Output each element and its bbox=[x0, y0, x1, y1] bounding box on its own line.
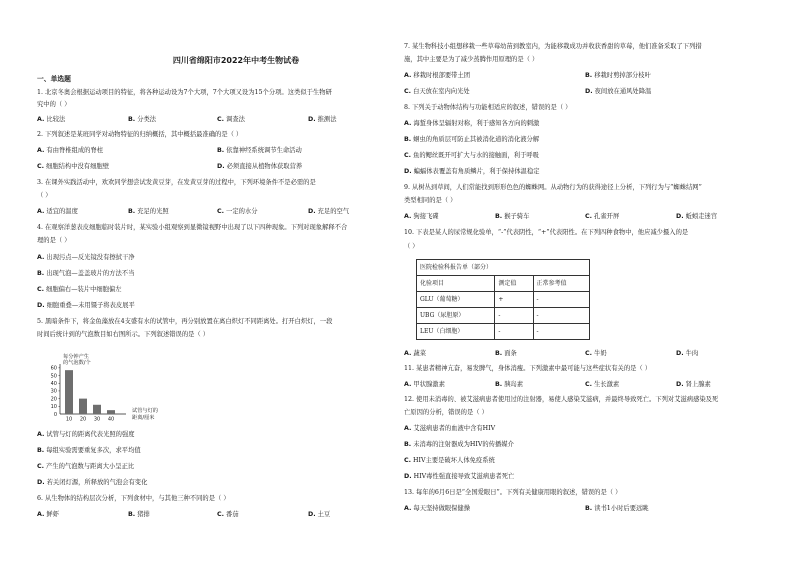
table-cell: - bbox=[533, 292, 589, 308]
q11-option-a[interactable]: A. 甲状腺激素 bbox=[404, 381, 445, 388]
section-heading: 一、单选题 bbox=[37, 75, 71, 83]
q5-option-c[interactable]: C. 产生的气泡数与距离大小呈正比 bbox=[37, 463, 135, 470]
q12-option-d[interactable]: D. HIV毒性强直接导致艾滋病患者死亡 bbox=[404, 473, 515, 480]
q1-stem-line-1: 1. 北京冬奥会根据运动项目的特征，将各种运动设为7个大项，7个大项又设为15个分项。这类似于生物研 bbox=[37, 89, 332, 96]
q5-option-b[interactable]: B. 每组实验需要重复多次，求平均值 bbox=[37, 447, 141, 454]
bubble-count-bar-chart bbox=[34, 352, 174, 424]
chart-ylabel-line-1: 每分钟产生 bbox=[63, 354, 89, 360]
q11-stem-line-1: 11. 某患者精神亢奋，易发脾气，身体消瘦。下列激素中最可能与这些症状有关的是（ ） bbox=[404, 365, 652, 372]
chart-y-tick-label: 20 bbox=[50, 396, 57, 403]
q8-option-a[interactable]: A. 海蜇身体呈辐射对称，利于感知各方向的刺激 bbox=[404, 120, 540, 127]
table-header-row bbox=[417, 276, 590, 292]
q2-option-a[interactable]: A. 有由脊椎组成的脊柱 bbox=[37, 147, 104, 154]
q6-option-d[interactable]: D. 土豆 bbox=[308, 511, 331, 518]
q12-option-c[interactable]: C. HIV主要是破坏人体免疫系统 bbox=[404, 457, 495, 464]
chart-y-tick-label: 10 bbox=[50, 404, 57, 411]
q6-option-b[interactable]: B. 猪排 bbox=[128, 511, 150, 518]
q5-option-a[interactable]: A. 试管与灯的距离代表光照的强度 bbox=[37, 431, 135, 438]
table-header-cell: 测定值 bbox=[495, 276, 533, 292]
q3-option-a[interactable]: A. 适宜的温度 bbox=[37, 208, 78, 215]
q9-stem-line-2: 类型相同的是（ ） bbox=[404, 197, 457, 204]
chart-y-tick-label: 0 bbox=[53, 411, 57, 418]
q12-option-b[interactable]: B. 未消毒的注射器成为HIV的传播媒介 bbox=[404, 441, 514, 448]
q4-option-c[interactable]: C. 细胞偏右—装片中细胞偏左 bbox=[37, 286, 122, 293]
chart-y-tick-label: 40 bbox=[50, 381, 57, 388]
q7-option-d[interactable]: D. 夜间放在通风处降温 bbox=[585, 88, 652, 95]
q9-option-a[interactable]: A. 狗接飞碟 bbox=[404, 213, 439, 220]
q10-option-b[interactable]: B. 面条 bbox=[495, 350, 517, 357]
q3-option-b[interactable]: B. 充足的光照 bbox=[128, 208, 169, 215]
table-header-cell: 正常参考值 bbox=[533, 276, 589, 292]
chart-x-tick-label: 30 bbox=[93, 416, 101, 423]
q10-stem-line-1: 10. 下表是某人的尿常规化验单，“-”代表阴性，“+”代表阳性。在下列四种食物中，他应减少摄入的是 bbox=[404, 229, 689, 236]
table-row bbox=[417, 308, 590, 324]
q8-option-d[interactable]: D. 蝙蝠体表覆盖有角质鳞片，利于保持体温稳定 bbox=[404, 168, 540, 175]
q10-option-c[interactable]: C. 牛奶 bbox=[585, 350, 607, 357]
table-cell: - bbox=[495, 324, 533, 340]
q10-stem-line-2: （ ） bbox=[404, 243, 419, 250]
q4-stem-line-2: 理的是（ ） bbox=[37, 237, 71, 244]
table-caption: 医院检验科报告单（部分） bbox=[417, 260, 590, 276]
q12-option-a[interactable]: A. 艾滋病患者的血液中含有HIV bbox=[404, 425, 496, 432]
table-cell: - bbox=[533, 324, 589, 340]
q5-stem-line-2: 时间后统计到的气泡数目如右图所示。下列叙述错误的是（ ） bbox=[37, 331, 210, 338]
chart-xlabel-line-2: 距离/厘米 bbox=[132, 415, 155, 421]
table-row bbox=[417, 292, 590, 308]
table-cell: + bbox=[495, 292, 533, 308]
chart-x-tick-label: 20 bbox=[79, 416, 87, 423]
q1-option-c[interactable]: C. 调查法 bbox=[217, 116, 245, 123]
q6-option-c[interactable]: C. 番茄 bbox=[217, 511, 239, 518]
q7-option-c[interactable]: C. 白天放在室内向光处 bbox=[404, 88, 470, 95]
q5-stem-line-1: 5. 黑暗条件下，将金鱼藻放在4支盛有水的试管中，再分别放置在离白炽灯不同距离处。打开白炽灯，一段 bbox=[37, 318, 333, 325]
paper-title: 四川省绵阳市2022年中考生物试卷 bbox=[172, 56, 300, 65]
q9-option-c[interactable]: C. 孔雀开屏 bbox=[585, 213, 620, 220]
q1-option-d[interactable]: D. 推测法 bbox=[308, 116, 337, 123]
q13-option-b[interactable]: B. 读书1小时后要远眺 bbox=[585, 505, 649, 512]
q7-stem-line-1: 7. 某生物科技小组想移栽一些草莓幼苗到教室内，为能移栽成功并收获香甜的草莓，他们准备采取了下列措 bbox=[404, 43, 702, 50]
q4-option-b[interactable]: B. 出现气泡—盖盖玻片的方法不当 bbox=[37, 270, 135, 277]
table-cell: - bbox=[495, 308, 533, 324]
urine-test-report-table bbox=[416, 259, 590, 340]
q1-option-a[interactable]: A. 比较法 bbox=[37, 116, 66, 123]
chart-bar bbox=[107, 410, 115, 414]
q7-stem-line-2: 施，其中主要是为了减少蒸腾作用原理的是（ ） bbox=[404, 56, 539, 63]
chart-ylabel-line-2: 的气泡数/个 bbox=[63, 360, 91, 366]
q12-stem-line-1: 12. 使用未消毒的、被艾滋病患者使用过的注射器，易使人感染艾滋病，并最终导致死亡。下列对艾滋病感染及死 bbox=[404, 396, 719, 403]
q11-option-b[interactable]: B. 胰岛素 bbox=[495, 381, 524, 388]
chart-x-tick-label: 10 bbox=[65, 416, 73, 423]
q3-option-d[interactable]: D. 充足的空气 bbox=[308, 208, 350, 215]
q4-option-a[interactable]: A. 出现污点—反光镜没有擦拭干净 bbox=[37, 254, 135, 261]
chart-y-tick-label: 30 bbox=[50, 388, 57, 395]
q5-option-d[interactable]: D. 若关闭灯源，所释放的气泡会有变化 bbox=[37, 479, 148, 486]
q11-option-d[interactable]: D. 肾上腺素 bbox=[676, 381, 711, 388]
q8-option-c[interactable]: C. 鱼的鳃丝既开可扩大与水的接触面，利于呼吸 bbox=[404, 152, 539, 159]
chart-bar bbox=[65, 370, 73, 414]
q13-stem-line-1: 13. 每年的6月6日是“全国爱眼日”。下列有关健康用眼的叙述，错误的是（ ） bbox=[404, 489, 622, 496]
chart-ticks bbox=[51, 366, 60, 418]
chart-x-tick-label: 40 bbox=[107, 416, 115, 423]
chart-xlabel-line-1: 试管与灯的 bbox=[132, 408, 158, 414]
q3-stem-line-1: 3. 在课外实践活动中，欢欢同学想尝试发黄豆芽，在发黄豆芽的过程中，下列环境条件不是必需的是 bbox=[37, 179, 316, 186]
q11-option-c[interactable]: C. 生长激素 bbox=[585, 381, 620, 388]
table-cell: - bbox=[533, 308, 589, 324]
q6-option-a[interactable]: A. 鲜虾 bbox=[37, 511, 59, 518]
q1-option-b[interactable]: B. 分类法 bbox=[128, 116, 157, 123]
q12-stem-line-2: 亡原因的分析，错误的是（ ） bbox=[404, 409, 488, 416]
q1-stem-line-2: 究中的（ ） bbox=[37, 101, 71, 108]
chart-bar bbox=[79, 399, 87, 414]
q7-option-a[interactable]: A. 移栽时根部要带土团 bbox=[404, 72, 471, 79]
chart-y-tick-label: 50 bbox=[50, 373, 57, 380]
q2-stem-line-1: 2. 下列叙述是某班同学对动物特征的归纳概括，其中概括最准确的是（ ） bbox=[37, 131, 243, 138]
chart-y-tick-label: 60 bbox=[50, 365, 57, 372]
q3-stem-line-2: （ ） bbox=[37, 192, 52, 199]
q10-option-a[interactable]: A. 蔬菜 bbox=[404, 350, 426, 357]
q2-option-b[interactable]: B. 依靠神经系统调节生命活动 bbox=[217, 147, 302, 154]
q8-stem-line-1: 8. 下列关于动物体结构与功能相适应的叙述，错误的是（ ） bbox=[404, 104, 572, 111]
q2-option-c[interactable]: C. 细胞结构中没有细胞壁 bbox=[37, 163, 109, 170]
q4-stem-line-1: 4. 在观察洋葱表皮细胞临时装片时，某实验小组观察到显微镜视野中出现了以下四种现象。下列对现象解释不合 bbox=[37, 224, 348, 231]
q9-option-b[interactable]: B. 猴子骑车 bbox=[495, 213, 530, 220]
table-cell: LEU（白细胞） bbox=[417, 324, 495, 340]
q6-stem-line-1: 6. 从生物体的结构层次分析，下列食材中，与其他三种不同的是（ ） bbox=[37, 495, 230, 502]
table-header-cell: 化验项目 bbox=[417, 276, 495, 292]
table-cell: UBG（尿胆原） bbox=[417, 308, 495, 324]
table-caption-row bbox=[417, 260, 590, 276]
chart-bars bbox=[65, 370, 115, 422]
q4-option-d[interactable]: D. 细胞重叠—未用镊子将表皮展平 bbox=[37, 302, 135, 309]
q3-option-c[interactable]: C. 一定的水分 bbox=[217, 208, 258, 215]
chart-bar bbox=[93, 405, 101, 414]
q9-option-d[interactable]: D. 蚯蚓走迷宫 bbox=[676, 213, 718, 220]
q10-option-d[interactable]: D. 牛肉 bbox=[676, 350, 699, 357]
q7-option-b[interactable]: B. 移栽时剪掉部分枝叶 bbox=[585, 72, 651, 79]
q2-option-d[interactable]: D. 必须直接从植物体获取营养 bbox=[217, 163, 303, 170]
table-cell: GLU（葡萄糖） bbox=[417, 292, 495, 308]
q13-option-a[interactable]: A. 每天坚持做眼保健操 bbox=[404, 505, 471, 512]
q9-stem-line-1: 9. 从树丛到草间，人们常能找到形形色色的蜘蛛网。从动物行为的获得途径上分析，下列行为与“蜘蛛结网” bbox=[404, 184, 702, 191]
table-row bbox=[417, 324, 590, 340]
q8-option-b[interactable]: B. 蛔虫的角质层可防止其被消化道的消化液分解 bbox=[404, 136, 540, 143]
